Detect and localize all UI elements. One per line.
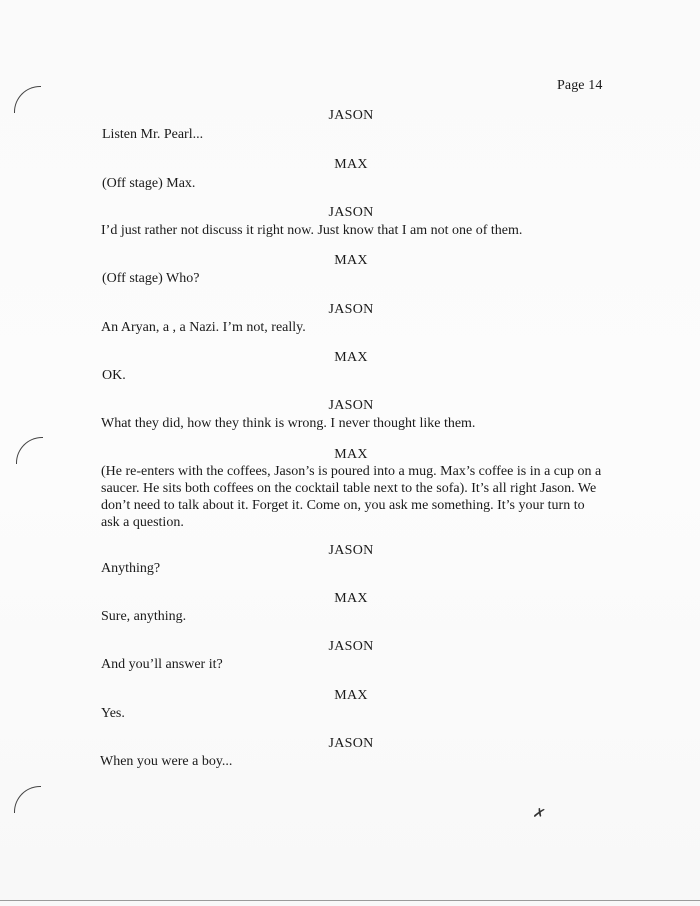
dialogue-line: Sure, anything. (101, 609, 187, 624)
dialogue-line: saucer. He sits both coffees on the cocktail table next to the sofa). It’s all right Jason. We (101, 481, 597, 496)
speaker-name: JASON (328, 205, 374, 220)
punch-hole-top (14, 86, 41, 113)
page-bottom-edge (0, 900, 700, 901)
speaker-name: JASON (328, 736, 374, 751)
speaker-name: MAX (334, 253, 368, 268)
speaker-name: MAX (334, 157, 368, 172)
handwritten-mark: ✗ (530, 805, 547, 824)
dialogue-line: I’d just rather not discuss it right now. Just know that I am not one of them. (101, 223, 523, 238)
speaker-name: JASON (328, 108, 374, 123)
dialogue-line: When you were a boy... (100, 754, 233, 769)
dialogue-line: An Aryan, a , a Nazi. I’m not, really. (101, 320, 306, 335)
dialogue-line: OK. (102, 368, 126, 383)
punch-hole-middle (16, 437, 43, 464)
speaker-name: JASON (328, 302, 374, 317)
dialogue-line: (Off stage) Who? (102, 271, 200, 286)
dialogue-block (101, 463, 613, 531)
speaker-name: MAX (334, 688, 368, 703)
dialogue-line: And you’ll answer it? (101, 657, 223, 672)
speaker-name: MAX (334, 591, 368, 606)
page-number: Page 14 (557, 78, 603, 93)
dialogue-line: Yes. (101, 706, 125, 721)
dialogue-line: (He re-enters with the coffees, Jason’s is poured into a mug. Max’s coffee is in a cup on a (101, 464, 602, 479)
speaker-name: MAX (334, 350, 368, 365)
speaker-name: JASON (328, 398, 374, 413)
dialogue-line: ask a question. (101, 515, 184, 530)
speaker-name: JASON (328, 543, 374, 558)
dialogue-line: Listen Mr. Pearl... (102, 127, 204, 142)
dialogue-line: What they did, how they think is wrong. I never thought like them. (101, 416, 476, 431)
speaker-name: JASON (328, 639, 374, 654)
punch-hole-bottom (14, 786, 41, 813)
speaker-name: MAX (334, 447, 368, 462)
dialogue-line: Anything? (101, 561, 161, 576)
dialogue-line: (Off stage) Max. (102, 176, 196, 191)
dialogue-line: don’t need to talk about it. Forget it. Come on, you ask me something. It’s your turn to (101, 498, 585, 513)
